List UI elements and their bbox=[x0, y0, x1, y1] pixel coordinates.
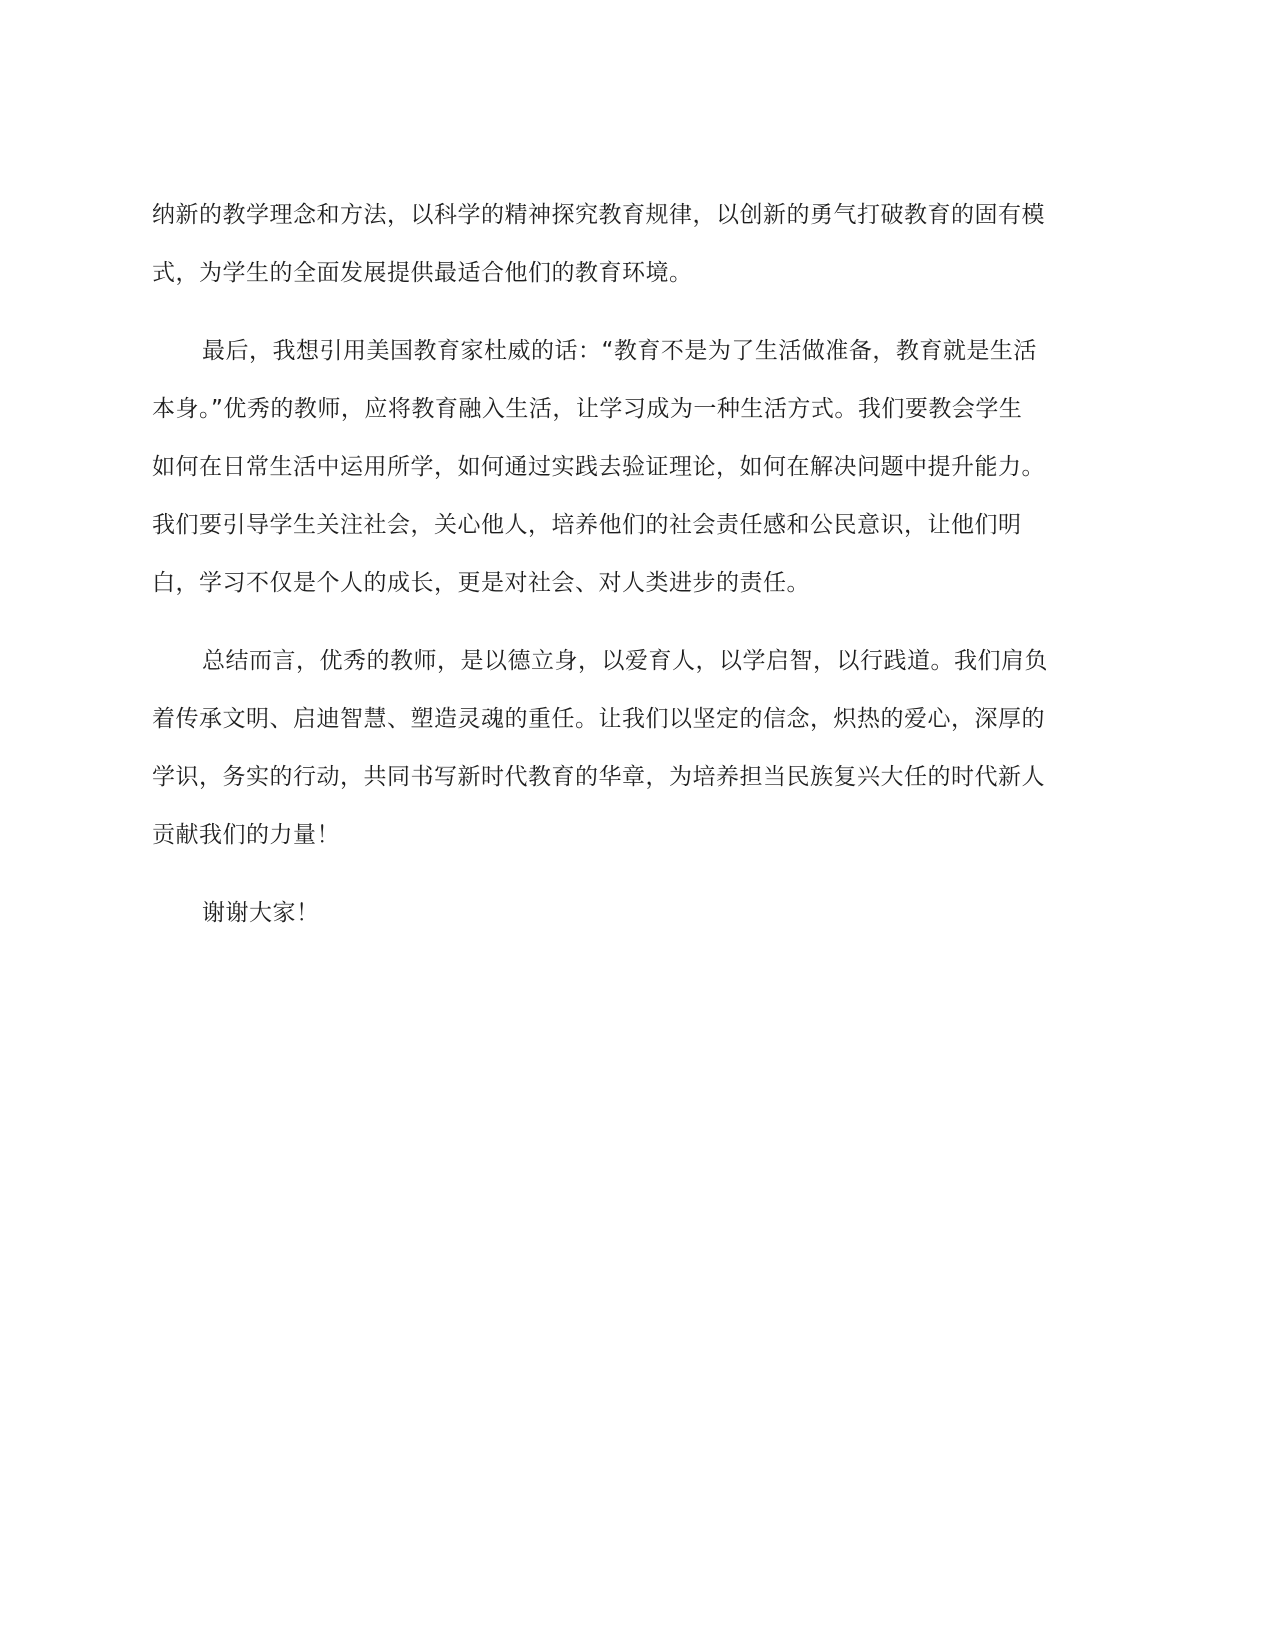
text-line: 式，为学生的全面发展提供最适合他们的教育环境。 bbox=[152, 260, 693, 286]
text-line: 白，学习不仅是个人的成长，更是对社会、对人类进步的责任。 bbox=[152, 570, 810, 596]
text-line: 总结而言，优秀的教师，是以德立身，以爱育人，以学启智，以行践道。我们肩负 bbox=[202, 648, 1048, 674]
document-body bbox=[152, 186, 1107, 962]
text-line: 纳新的教学理念和方法，以科学的精神探究教育规律，以创新的勇气打破教育的固有模 bbox=[152, 202, 1045, 228]
paragraph-conclusion bbox=[152, 632, 1107, 864]
text-line: 最后，我想引用美国教育家杜威的话：“教育不是为了生活做准备，教育就是生活 bbox=[202, 338, 1037, 364]
text-line: 学识，务实的行动，共同书写新时代教育的华章，为培养担当民族复兴大任的时代新人 bbox=[152, 764, 1045, 790]
text-line: 我们要引导学生关注社会，关心他人，培养他们的社会责任感和公民意识，让他们明 bbox=[152, 512, 1022, 538]
text-line: 如何在日常生活中运用所学，如何通过实践去验证理论，如何在解决问题中提升能力。 bbox=[152, 454, 1045, 480]
text-line: 谢谢大家！ bbox=[202, 900, 320, 926]
paragraph-thanks bbox=[152, 884, 1107, 942]
text-line: 本身。”优秀的教师，应将教育融入生活，让学习成为一种生活方式。我们要教会学生 bbox=[152, 396, 1023, 422]
text-line: 着传承文明、启迪智慧、塑造灵魂的重任。让我们以坚定的信念，炽热的爱心，深厚的 bbox=[152, 706, 1045, 732]
text-line: 贡献我们的力量！ bbox=[152, 822, 340, 848]
paragraph-continued bbox=[152, 186, 1107, 302]
paragraph-dewey-quote bbox=[152, 322, 1107, 612]
